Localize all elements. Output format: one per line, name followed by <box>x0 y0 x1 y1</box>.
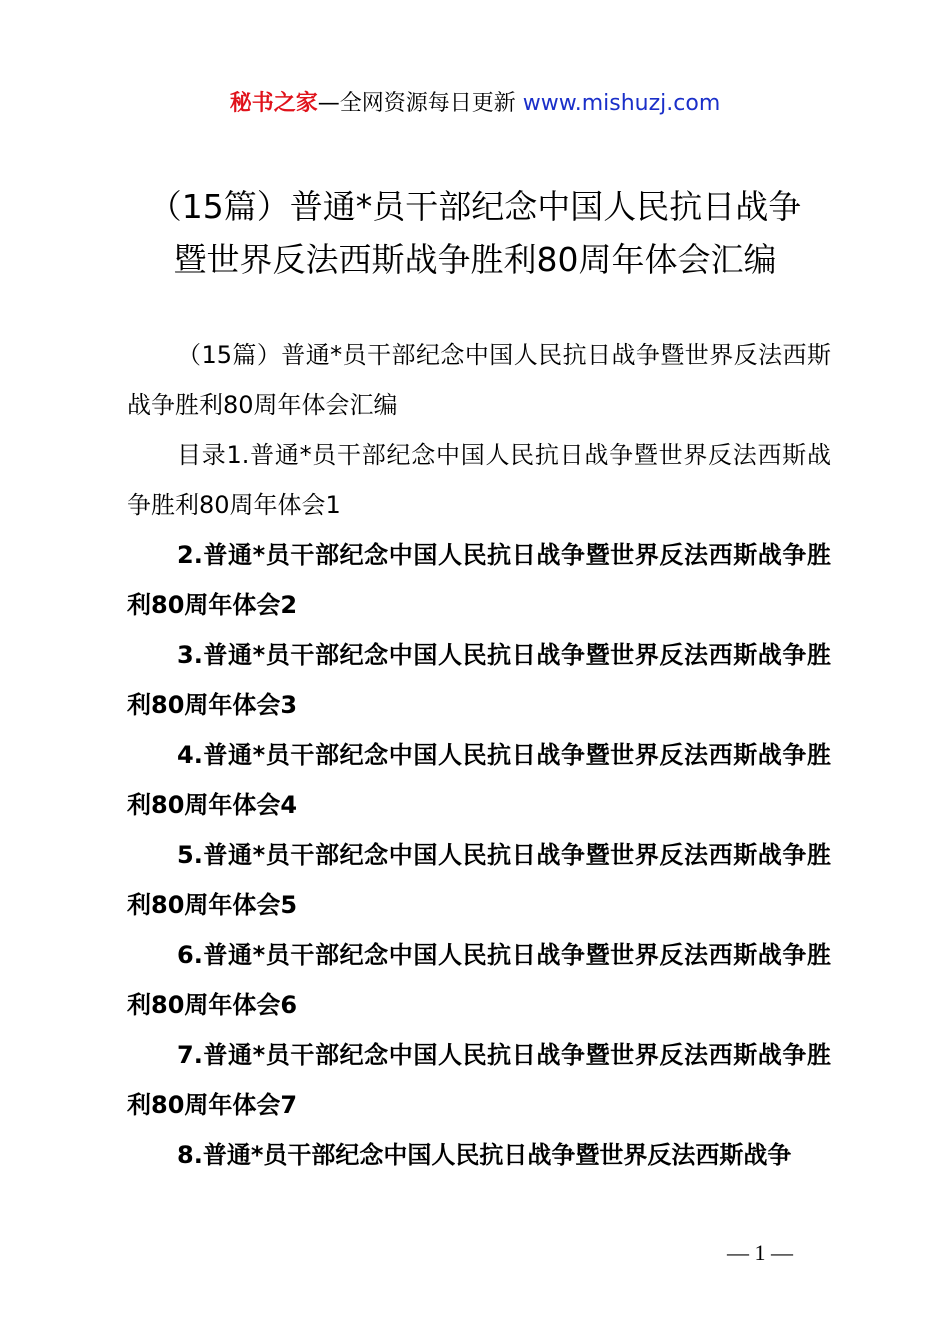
title-line-2: 暨世界反法西斯战争胜利80周年体会汇编 <box>173 240 777 279</box>
page-number: — 1 — <box>727 1240 793 1265</box>
toc-item-6: 6.普通*员干部纪念中国人民抗日战争暨世界反法西斯战争胜利80周年体会6 <box>127 941 831 1019</box>
header-slogan: —全网资源每日更新 <box>317 91 523 116</box>
toc-item-7: 7.普通*员干部纪念中国人民抗日战争暨世界反法西斯战争胜利80周年体会7 <box>127 1041 831 1119</box>
toc-item-3: 3.普通*员干部纪念中国人民抗日战争暨世界反法西斯战争胜利80周年体会3 <box>127 641 831 719</box>
toc-item-2: 2.普通*员干部纪念中国人民抗日战争暨世界反法西斯战争胜利80周年体会2 <box>127 541 831 619</box>
toc-item-1: 目录1.普通*员干部纪念中国人民抗日战争暨世界反法西斯战争胜利80周年体会1 <box>127 441 831 519</box>
document-body <box>127 330 831 1180</box>
toc-item-5: 5.普通*员干部纪念中国人民抗日战争暨世界反法西斯战争胜利80周年体会5 <box>127 841 831 919</box>
toc-item-8: 8.普通*员干部纪念中国人民抗日战争暨世界反法西斯战争 <box>177 1141 792 1169</box>
title-line-1: （15篇）普通*员干部纪念中国人民抗日战争 <box>148 187 802 226</box>
document-title <box>100 180 850 286</box>
brand-name: 秘书之家 <box>229 91 318 116</box>
toc-item-4: 4.普通*员干部纪念中国人民抗日战争暨世界反法西斯战争胜利80周年体会4 <box>127 741 831 819</box>
site-header <box>0 88 950 120</box>
intro-paragraph: （15篇）普通*员干部纪念中国人民抗日战争暨世界反法西斯战争胜利80周年体会汇编 <box>127 341 831 419</box>
site-url-link[interactable]: www.mishuzj.com <box>522 91 721 116</box>
